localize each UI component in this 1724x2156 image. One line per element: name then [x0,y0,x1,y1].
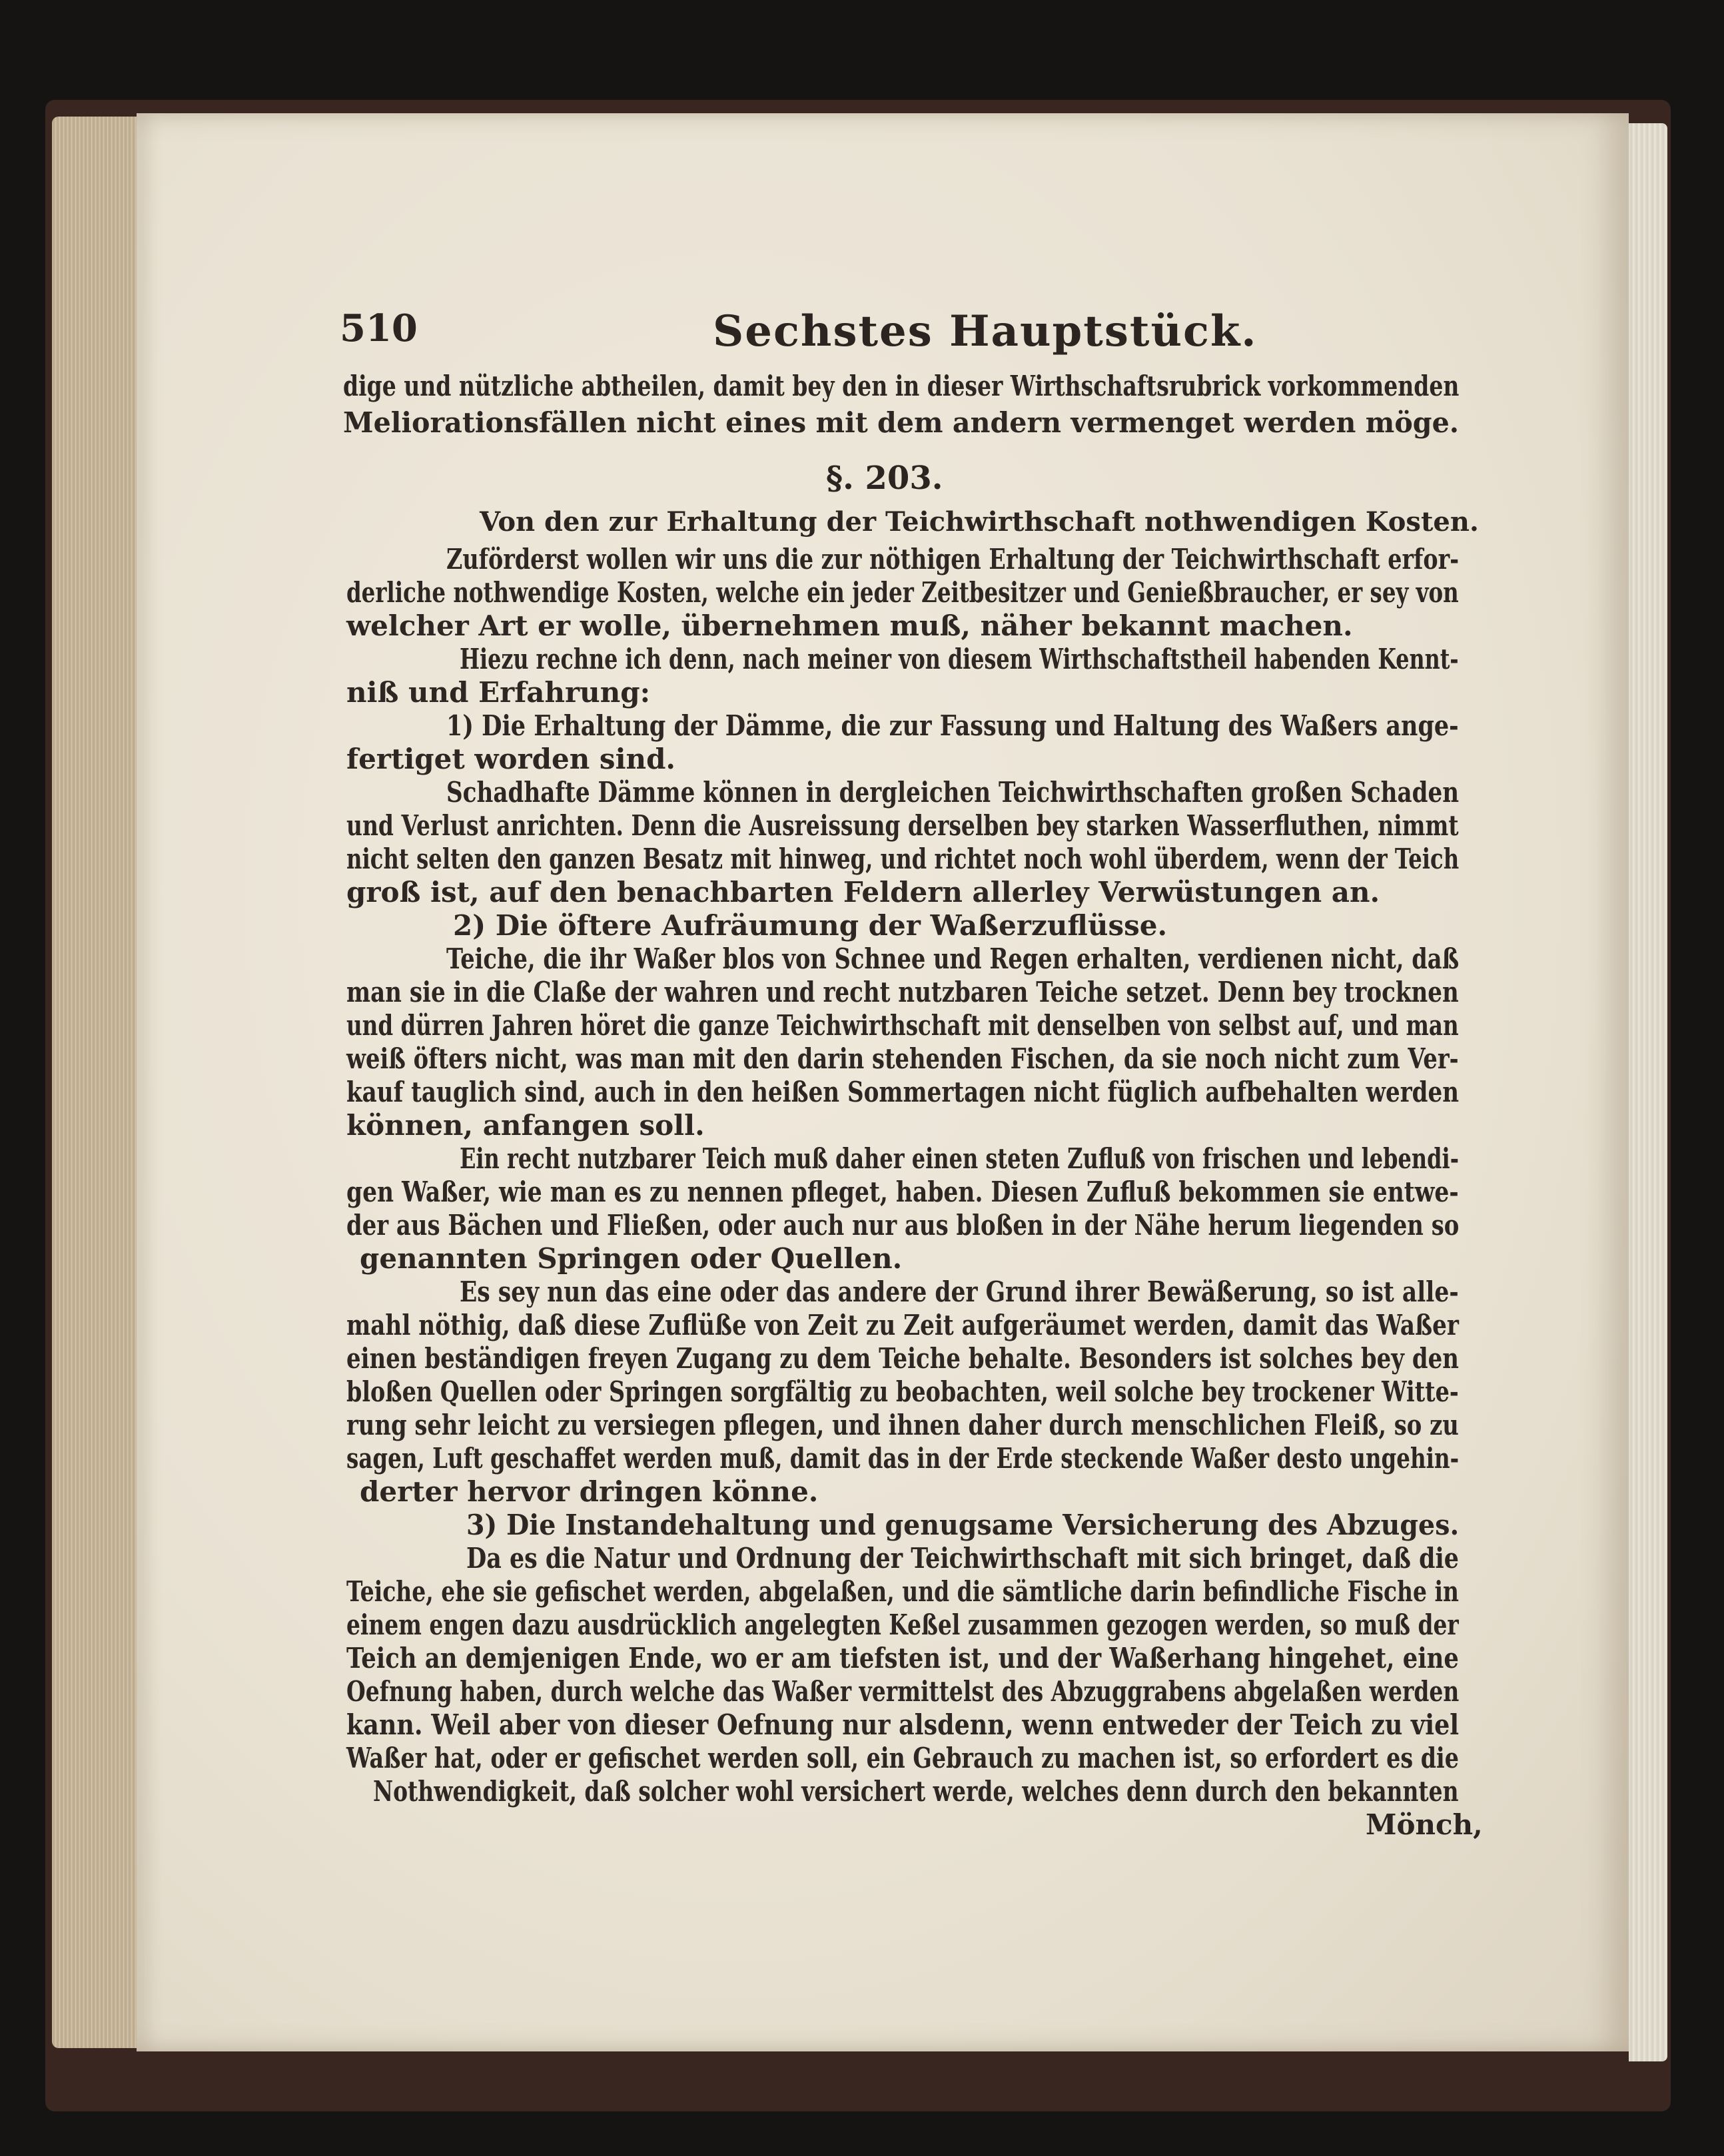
text-line: Es sey nun das eine oder das andere der Grund ihrer Bewäßerung, so ist alle- [460,1275,1459,1308]
text-line: nicht selten den ganzen Besatz mit hinweg, und richtet noch wohl überdem, wenn der Teich [346,843,1460,875]
text-line: Meliorationsfällen nicht eines mit dem andern vermenget werden möge. [343,406,1460,439]
catchword: Mönch, [1366,1808,1483,1841]
section-title: Von den zur Erhaltung der Teichwirthschaft nothwendigen Kosten. [480,506,1479,538]
text-line: rung sehr leicht zu versiegen pflegen, und ihnen daher durch menschlichen Fleiß, so zu [346,1409,1459,1441]
text-line: und Verlust anrichten. Denn die Ausreissung derselben bey starken Wasserfluthen, nimmt [346,809,1459,842]
text-line: Nothwendigkeit, daß solcher wohl versichert werde, welches denn durch den bekannten [373,1775,1459,1808]
text-line: genannten Springen oder Quellen. [360,1242,903,1275]
text-line: dige und nützliche abtheilen, damit bey den in dieser Wirthschaftsrubrick vorkommenden [343,370,1460,402]
text-line: Schadhafte Dämme können in dergleichen Teichwirthschaften großen Schaden [446,776,1460,809]
text-line: niß und Erfahrung: [346,676,651,709]
text-line: Oefnung haben, durch welche das Waßer vermittelst des Abzuggrabens abgelaßen werden [346,1675,1460,1708]
text-line: 2) Die öftere Aufräumung der Waßerzuflüsse. [453,909,1168,942]
page-number: 510 [340,306,418,350]
text-line: Ein recht nutzbarer Teich muß daher einen steten Zufluß von frischen und lebendi- [460,1142,1459,1175]
text-line: Da es die Natur und Ordnung der Teichwirthschaft mit sich bringet, daß die [466,1542,1459,1575]
page-block-edges [52,117,145,2048]
text-line: und dürren Jahren höret die ganze Teichwirthschaft mit denselben von selbst auf, und man [346,1009,1459,1042]
text-line: Teiche, die ihr Waßer blos von Schnee und Regen erhalten, verdienen nicht, daß [446,942,1460,975]
text-line: 3) Die Instandehaltung und genugsame Versicherung des Abzuges. [466,1509,1460,1541]
text-line: einen beständigen freyen Zugang zu dem Teiche behalte. Besonders ist solches bey den [346,1342,1459,1375]
text-line: können, anfangen soll. [346,1109,705,1142]
text-line: Waßer hat, oder er gefischet werden soll, ein Gebrauch zu machen ist, so erfordert es die [346,1742,1459,1774]
text-line: kauf tauglich sind, auch in den heißen Sommertagen nicht füglich aufbehalten werden [346,1076,1460,1108]
text-line: kann. Weil aber von dieser Oefnung nur alsdenn, wenn entweder der Teich zu viel [346,1708,1460,1741]
text-line: derliche nothwendige Kosten, welche ein jeder Zeitbesitzer und Genießbraucher, er sey von [346,576,1459,609]
text-line: mahl nöthig, daß diese Zuflüße von Zeit zu Zeit aufgeräumet werden, damit das Waßer [346,1309,1459,1341]
chapter-title: Sechstes Hauptstück. [713,306,1258,356]
text-line: sagen, Luft geschaffet werden muß, damit das in der Erde steckende Waßer desto ungehin- [346,1442,1460,1475]
text-line: Teiche, ehe sie gefischet werden, abgelaßen, und die sämtliche darin befindliche Fische in [346,1575,1459,1608]
text-line: gen Waßer, wie man es zu nennen pfleget, haben. Diesen Zufluß bekommen sie entwe- [346,1176,1459,1208]
text-line: bloßen Quellen oder Springen sorgfältig zu beobachten, weil solche bey trockener Witte- [346,1375,1459,1408]
text-line: Teich an demjenigen Ende, wo er am tiefsten ist, und der Waßerhang hingehet, eine [346,1642,1459,1674]
text-line: groß ist, auf den benachbarten Feldern allerley Verwüstungen an. [346,876,1380,908]
text-line: fertiget worden sind. [346,743,676,775]
text-line: welcher Art er wolle, übernehmen muß, näher bekannt machen. [346,609,1353,642]
text-line: Hiezu rechne ich denn, nach meiner von diesem Wirthschaftstheil habenden Kennt- [460,643,1459,675]
text-line: derter hervor dringen könne. [360,1475,819,1508]
running-header [340,293,1439,356]
facing-page-edge [1629,123,1667,2061]
text-line: der aus Bächen und Fließen, oder auch nur aus bloßen in der Nähe herum liegenden so [346,1209,1460,1242]
section-number: §. 203. [826,460,943,497]
text-line: weiß öfters nicht, was man mit den darin stehenden Fischen, da sie noch nicht zum Ver- [346,1042,1459,1075]
text-line: 1) Die Erhaltung der Dämme, die zur Fassung und Haltung des Waßers ange- [446,709,1459,742]
text-line: einem engen dazu ausdrücklich angelegten Keßel zusammen gezogen werden, so muß der [346,1609,1459,1641]
text-line: Zuförderst wollen wir uns die zur nöthigen Erhaltung der Teichwirthschaft erfor- [446,543,1460,575]
text-line: man sie in die Claße der wahren und recht nutzbaren Teiche setzet. Denn bey trocknen [346,976,1459,1008]
